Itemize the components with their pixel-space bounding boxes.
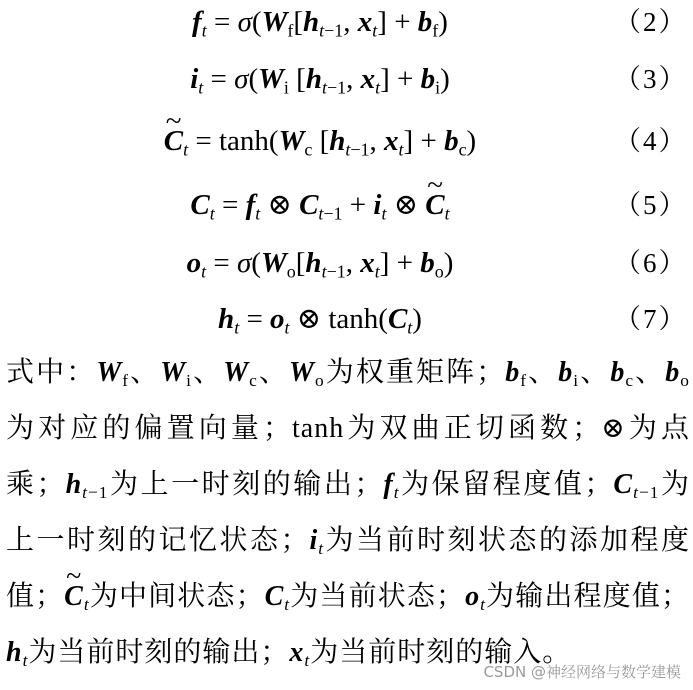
equation-number: （7） [614,304,688,334]
c-prev-desc: 为上一时刻的记忆状态； [6,469,690,556]
equation-input-gate: $i_t = \sigma(Wi$ [$h_t-1$, $x_t] + bi$) [190,63,450,98]
x-desc: 为当前时刻的输入。 [310,637,572,668]
equation-number: （6） [614,248,688,278]
c-desc: 为当前状态； [290,581,466,612]
equation-row-2 [0,0,693,44]
watermark: CSDN @神经网络与数学建模 [483,663,681,681]
equation-row-3 [0,57,693,101]
h-desc: 为当前时刻的输出； [28,637,290,668]
weights-desc: 为权重矩阵； [324,357,506,388]
h-prev-desc: 为上一时刻的输出； [108,469,384,500]
equation-number: （2） [614,7,688,37]
equation-candidate-state: ~ $C_t = \tanh(Wc$ [$h_t-1$, $x_t] + bc$) [120,119,520,163]
equation-forget-gate: $f_t = \sigma(Wf[h_t-1$, $x_t] + bf$) [192,6,448,41]
i-desc: 为当前时刻状态的添加程度值； [6,525,690,612]
symbol-definitions: 式中：Wf、Wi、Wc、Wo为权重矩阵；bf、bi、bc、bo为对应的偏置向量；tanh为双曲正切函数；⊗为点乘；$h_t-1$为上一时刻的输出；$f_t$为保留程度值；$C_t-1$为上一时刻的记忆状态；$i_t$为当前时刻状态的添加程度值；~ $C_t$为中间状态；$C_t$为当前状态；$o_t$为输出程度值；$h_t$为当前时刻的输出；$x_t$为当前时刻的输入。 [6,345,690,681]
equation-row-6 [0,241,693,285]
equation-output-gate: $o_t = \sigma(Wo[h_t-1$, $x_t] + bo$) [186,247,454,282]
equation-row-5 [0,183,693,227]
tanh-desc: tanh为双曲正切函数； [292,413,602,444]
f-desc: 为保留程度值； [399,469,614,500]
otimes-desc: 为点乘； [6,413,690,500]
equation-number: （5） [614,190,688,220]
equation-number: （3） [614,64,688,94]
biases-desc: 为对应的偏置向量； [6,413,293,444]
equation-hidden-output: $h_t = o_t$ ⊗ $\tanh(C_t)$ [218,303,422,338]
equation-row-4 [0,119,693,163]
equation-number: （4） [614,126,688,156]
equation-row-7 [0,297,693,341]
equation-cell-state: $C_t = f_t$ ⊗ $C_t-1 + i_t$ ⊗ ~ $C_t$ [120,183,520,227]
c-tilde-desc: 为中间状态； [89,581,265,612]
o-desc: 为输出程度值； [485,581,690,612]
intro-text: 式中： [6,357,97,388]
